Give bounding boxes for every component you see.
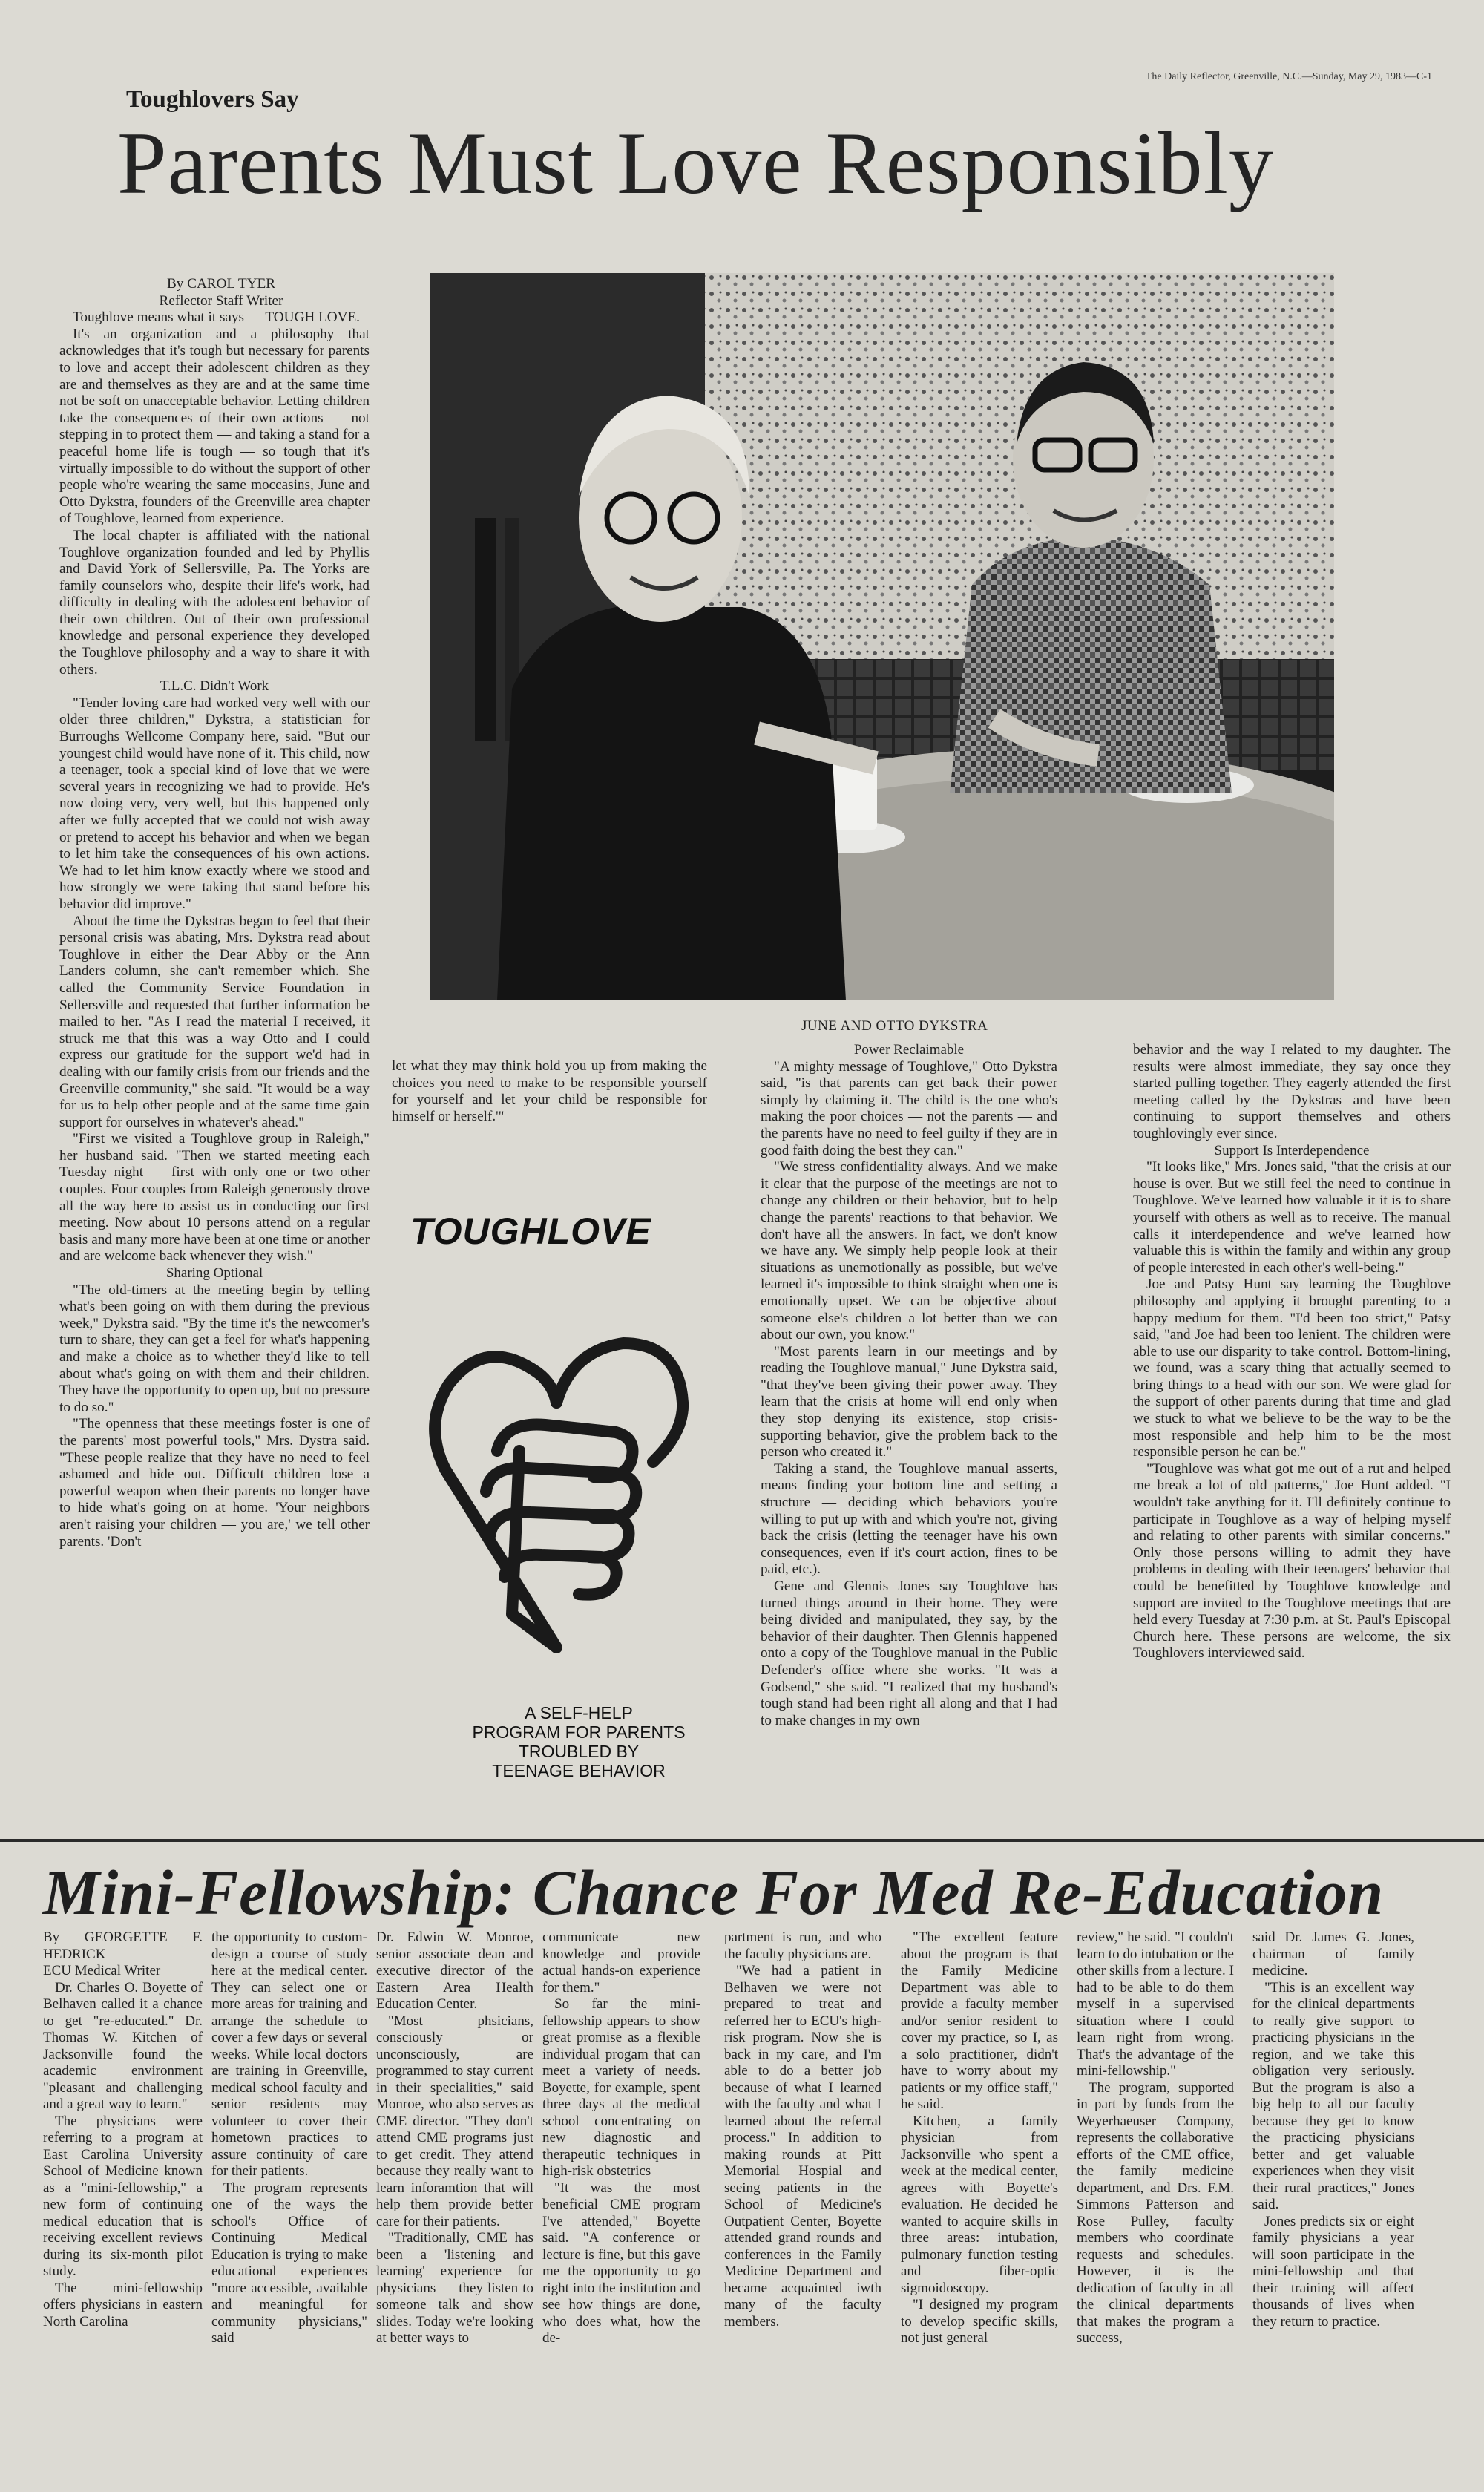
paragraph: "Tender loving care had worked very well with our older three children," Dykstra, a statistician for Burroughs Wellcome Company here, said. "But our youngest child would have none of it. This child, now a teenager, took a special kind of love that we were several years in recognizing we had to provide. He's now doing very, very well, but this happened only after we fully accepted that we could not wish away or pretend to accept his behavior and when we began to let him take the consequences of his own actions. We had to let him know exactly where we stood and how strongly we were taking that stand before his behavior did improve." bbox=[59, 695, 370, 912]
story2-column-6 bbox=[901, 1929, 1058, 2347]
paragraph: "The openness that these meetings foster is one of the parents' most powerful tools," Mrs. Dystra said. "These people realize that they have no need to feel ashamed and hide out. Difficult children lose a powerful weapon when their parents no longer have to hide what's going on at home. 'Your neighbors aren't raising your children — you are,' we tell other parents. 'Don't bbox=[59, 1416, 370, 1550]
paragraph: About the time the Dykstras began to feel that their personal crisis was abating, Mrs. Dykstra read about Toughlove in either the Dear Abby or the Ann Landers column, she can't remember which. She called the Community Service Foundation in Sellersville and requested that further information be mailed to her. "As I read the material I received, it struck me that this was a way Otto and I could express our gratitude for the support we'd had in dealing with our family crisis from our friends and the Greenville community," she said. "It would be a way for us to help other people and at the same time gain support for ourselves in whatever's ahead." bbox=[59, 913, 370, 1130]
story-column-4 bbox=[1133, 1042, 1451, 1662]
paragraph: Dr. Edwin W. Monroe, senior associate dean and executive director of the Eastern Area Health Education Center. bbox=[376, 1929, 533, 2012]
story-column-2 bbox=[392, 1058, 707, 1125]
story2-column-7 bbox=[1077, 1929, 1234, 2347]
kicker: Toughlovers Say bbox=[126, 86, 299, 113]
subhead: Sharing Optional bbox=[165, 1265, 263, 1282]
story2-column-8 bbox=[1252, 1929, 1414, 2330]
story2-column-4 bbox=[542, 1929, 700, 2347]
paragraph: "The excellent feature about the program is that the Family Medicine Department was able to provide a faculty member and/or senior resident to cover my practice, so I, as a solo practitioner, didn't have to worry about my patients or my office staff," he said. bbox=[901, 1929, 1058, 2112]
subhead: Power Reclaimable bbox=[853, 1042, 965, 1058]
paragraph: "I designed my program to develop specific skills, not just general bbox=[901, 2297, 1058, 2346]
paragraph: Toughlove means what it says — TOUGH LOVE. bbox=[73, 309, 360, 326]
paragraph: Taking a stand, the Toughlove manual asserts, means finding your bottom line and setting a structure — deciding which behaviors you're willing to put up with and which you're not, giving back the crisis (letting the teenager have his own consequences, even if it's court action, fines to be paid, etc.). bbox=[761, 1460, 1057, 1578]
paragraph: "The old-timers at the meeting begin by telling what's been going on with them during the previous week," Dykstra said. "By the time it's the newcomer's turn to share, they can get a feel for what's happening and make a choice as to whether they'd like to tell about what's going on with them and their children. They have the opportunity to open up, but no pressure to do so." bbox=[59, 1282, 370, 1415]
byline: By GEORGETTE F. HEDRICK bbox=[43, 1929, 203, 1962]
story-column-1 bbox=[59, 276, 370, 1550]
subhead: Support Is Interdependence bbox=[1214, 1142, 1370, 1158]
paragraph: Joe and Patsy Hunt say learning the Toughlove philosophy and applying it brought parenting to a happy medium for them. "I'd been too strict," Patsy said, "and Joe had been too lenient. The children were able to use our disparity to take control. Bottom-lining, we found, was a scary thing that actually seemed to bring things to a head with our son. We were glad for the support of other parents during that time and glad we stuck to what we believe to be the way to be the most responsible and help him to be the most responsible person he can be." bbox=[1133, 1276, 1451, 1460]
paragraph: behavior and the way I related to my daughter. The results were almost immediate, they say once they started pulling together. They eagerly attended the first meeting called by the Dykstras and have been continuing to support themselves and others toughlovingly ever since. bbox=[1133, 1042, 1451, 1141]
main-headline: Parents Must Love Responsibly bbox=[117, 114, 1274, 212]
byline-role: ECU Medical Writer bbox=[43, 1963, 161, 1978]
paragraph: "We stress confidentiality always. And we make it clear that the purpose of the meetings are not to change any children or their behavior, but to help change the parents' reactions to that behavior. We don't have all the answers. In fact, we don't know we have any. We simply help people look at their situations as unemotionally as possible, but we've learned it's impossible to think straight when one is emotionally upset. We can be objective about someone else's children a lot better than we can about our own, you know." bbox=[761, 1159, 1057, 1343]
paragraph: The program, supported in part by funds from the Weyerhaeuser Company, represents the collaborative efforts of the CME office, the family medicine department, and Drs. F.M. Simmons Patterson and Rose Pulley, faculty members who coordinate requests and schedules. However, it is the dedication of faculty in all the clinical departments that makes the program a success, bbox=[1077, 2079, 1234, 2346]
paragraph: "Most phsicians, consciously or unconsciously, are programmed to stay current in their specialities," said Monroe, who also serves as CME director. "They don't attend CME programs just to get credit. They attend because they really want to learn inforamtion that will help them provide better care for their patients. bbox=[376, 2013, 533, 2229]
subhead: T.L.C. Didn't Work bbox=[160, 678, 269, 695]
paragraph: "A mighty message of Toughlove," Otto Dykstra said, "is that parents can get back their power simply by claiming it. The child is the one who's making the poor choices — not the parents — and the parents have no need to feel guilty if they are in good faith doing the best they can." bbox=[761, 1058, 1057, 1158]
story-column-3 bbox=[761, 1042, 1057, 1729]
paragraph: review," he said. "I couldn't learn to do intubation or the other skills from a lecture. I had to be able to do them myself in a supervised situation where I could learn right from wrong. That's the advantage of the mini-fellowship." bbox=[1077, 1929, 1234, 2079]
story2-column-3 bbox=[376, 1929, 533, 2347]
paragraph: "It was the most beneficial CME program I've attended," Boyette said. "A conference or lecture is fine, but this gave me the opportunity to go right into the institution and see how things are done, who does what, how the de- bbox=[542, 2180, 700, 2346]
paragraph: It's an organization and a philosophy that acknowledges that it's tough but necessary for parents to love and accept their adolescent children as they are and themselves as they are and at the same time not be soft on unacceptable behavior. Letting children take the consequences of their own actions — not stepping in to protect them — and taking a stand for a peaceful home life is tough — so tough that it's virtually impossible to do without the support of other people who're wearing the same moccasins, June and Otto Dykstra, founders of the Greenville area chapter of Toughlove, learned from experience. bbox=[59, 326, 370, 527]
paragraph: partment is run, and who the faculty physicians are. bbox=[724, 1929, 881, 1962]
story2-column-5 bbox=[724, 1929, 881, 2330]
tagline-line: A SELF-HELP bbox=[525, 1703, 633, 1722]
byline-role: Reflector Staff Writer bbox=[159, 292, 283, 309]
paragraph: said Dr. James G. Jones, chairman of family medicine. bbox=[1252, 1929, 1414, 1978]
section-divider bbox=[0, 1839, 1484, 1842]
paragraph: The program represents one of the ways the school's Office of Continuing Medical Education is trying to make educational experiences "more accessible, available and meaningful for community physicians," said bbox=[211, 2180, 368, 2346]
paragraph: "Traditionally, CME has been a 'listening and learning' experience for physicians — they listen to someone talk and show slides. Today we're looking at better ways to bbox=[376, 2230, 533, 2346]
toughlove-logo-text: TOUGHLOVE bbox=[410, 1210, 651, 1252]
paragraph: Gene and Glennis Jones say Toughlove has turned things around in their home. They were being divided and manipulated, they say, by the behavior of their daughter. Then Glennis happened onto a copy of the Toughlove manual in the Public Defender's office where she works. "It was a Godsend," she said. "I realized that my husband's tough stand had been right all along and that I had to make changes in my own bbox=[761, 1578, 1057, 1728]
story2-column-1 bbox=[43, 1929, 203, 2330]
paragraph: "It looks like," Mrs. Jones said, "that the crisis at our house is over. But we still feel the need to continue in Toughlove. We've learned how valuable it it is to share yourself with others as well as to receive. The manual calls it interdependence and we've learned how valuable this is within the family and within any group of people interested in each other's well-being." bbox=[1133, 1159, 1451, 1276]
paragraph: The physicians were referring to a program at East Carolina University School of Medicine known as a "mini-fellowship," a new form of continuing medical education that is receiving excellent reviews during its six-month pilot study. bbox=[43, 2113, 203, 2279]
tagline-line: PROGRAM FOR PARENTS bbox=[472, 1722, 686, 1742]
paragraph: Jones predicts six or eight family physicians a year will soon participate in the mini-fellowship and that their training will affect thousands of lives when they return to practice. bbox=[1252, 2213, 1414, 2329]
tagline-line: TEENAGE BEHAVIOR bbox=[492, 1761, 666, 1780]
byline: By CAROL TYER bbox=[166, 276, 276, 292]
paragraph: "First we visited a Toughlove group in Raleigh," her husband said. "Then we started meeting each Tuesday night — first with only one or two other couples. Four couples from Raleigh generously drove all the way here to assist us in conducting our first meeting. Now about 10 persons attend on a regular basis and many more have been at one time or another and are welcome back whenever they wish." bbox=[59, 1131, 370, 1265]
paragraph: let what they may think hold you up from making the choices you need to make to be responsible yourself for yourself and let your child be responsible for himself or herself.'" bbox=[392, 1058, 707, 1124]
toughlove-tagline bbox=[416, 1703, 742, 1780]
photo-illustration bbox=[430, 273, 1334, 1000]
story2-column-2 bbox=[211, 1929, 367, 2347]
paragraph: Kitchen, a family physician from Jacksonville who spent a week at the medical center, agrees with Boyette's evaluation. He decided he wanted to acquire skills in three areas: intubation, pulmonary function testing and fiber-optic sigmoidoscopy. bbox=[901, 2113, 1058, 2296]
paragraph: "This is an excellent way for the clinical departments to really give support to practicing physicians in the region, and we take this obligation very seriously. But the program is also a big help to all our faculty because they get to know the practicing physicians better and get valuable experiences when they visit their rural practices," Jones said. bbox=[1252, 1979, 1414, 2212]
paragraph: Dr. Charles O. Boyette of Belhaven called it a chance to get "re-educated." Dr. Thomas W. Kitchen of Jacksonville found the academic environment "pleasant and challenging and a great way to learn." bbox=[43, 1979, 203, 2112]
dykstra-photo bbox=[430, 273, 1334, 1000]
paragraph: "Toughlove was what got me out of a rut and helped me break a lot of old patterns," Joe Hunt added. "I wouldn't take anything for it. I'll definitely continue to participate in Toughlove as a way of helping myself and relating to other parents with similar concerns." Only those persons willing to admit they have problems in dealing with their teenagers' behavior that could be benefitted by Toughlove knowledge and support are invited to the Toughlove meetings that are held every Tuesday at 7:30 p.m. at St. Paul's Episcopal Church here. These persons are welcome, the six Toughlovers interviewed said. bbox=[1133, 1460, 1451, 1662]
paragraph: "We had a patient in Belhaven we were not prepared to treat and referred her to ECU's high-risk program. Now she is back in my care, and I'm able to do a better job because of what I learned with the faculty and what I learned about the referral process." In addition to making rounds at Pitt Memorial Hospial and seeing patients in the School of Medicine's Outpatient Center, Boyette attended grand rounds and conferences in the Family Medicine Department and became acquainted iwth many of the faculty members. bbox=[724, 1963, 881, 2329]
heart-hand-logo-icon bbox=[416, 1321, 697, 1662]
photo-caption: JUNE AND OTTO DYKSTRA bbox=[801, 1018, 988, 1034]
paragraph: communicate new knowledge and provide actual hands-on experience for them." bbox=[542, 1929, 700, 1996]
paragraph: "Most parents learn in our meetings and by reading the Toughlove manual," June Dykstra said, "that they've been giving their power away. They learn that the crisis at home will end only when they stop denying its existence, stop crisis-supporting behavior, give the problem back to the person who created it." bbox=[761, 1343, 1057, 1460]
paragraph: The mini-fellowship offers physicians in eastern North Carolina bbox=[43, 2280, 203, 2329]
second-headline: Mini-Fellowship: Chance For Med Re-Education bbox=[43, 1857, 1385, 1928]
folio: The Daily Reflector, Greenville, N.C.—Sunday, May 29, 1983—C-1 bbox=[1145, 71, 1432, 82]
paragraph: The local chapter is affiliated with the national Toughlove organization founded and led by Phyllis and David York of Sellersville, Pa. The Yorks are family counselors who, despite their life's work, had difficulty in dealing with the adolescent behavior of their own children. Out of their own professional knowledge and personal experience they developed the Toughlove philosophy and a way to share it with others. bbox=[59, 527, 370, 678]
tagline-line: TROUBLED BY bbox=[518, 1742, 640, 1761]
paragraph: the opportunity to custom-design a course of study here at the medical center. They can select one or more areas for training and arrange the schedule to cover a few days or several weeks. While local doctors are training in Greenville, medical school faculty and senior residents may volunteer to cover their hometown practices to assure continuity of care for their patients. bbox=[211, 1929, 367, 2179]
paragraph: So far the mini-fellowship appears to show great promise as a flexible individual progam that can meet a variety of needs. Boyette, for example, spent three days at the medical school concentrating on new diagnostic and therapeutic techniques in high-risk obstetrics bbox=[542, 1996, 700, 2179]
